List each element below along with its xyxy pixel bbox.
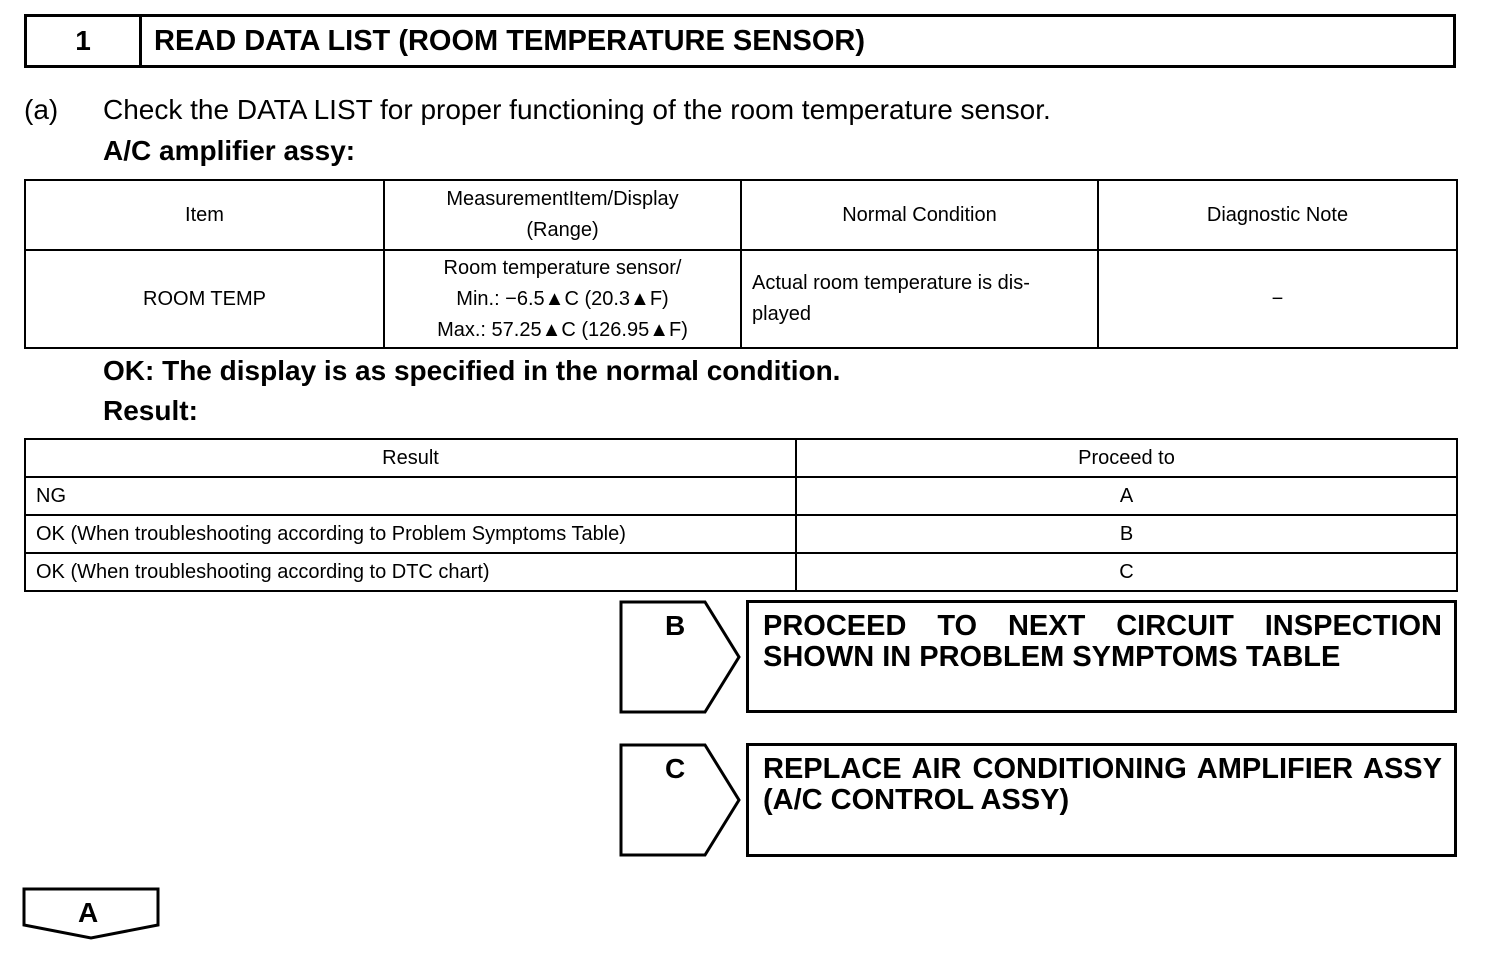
result-table [24, 438, 1458, 592]
instruction-marker: (a) [24, 94, 59, 125]
cell-result: NG [25, 477, 796, 515]
result-label: Result: [103, 395, 198, 426]
step-number: 1 [27, 17, 142, 65]
cell-proceed: B [796, 515, 1457, 553]
step-header [24, 14, 1456, 68]
branch-b-action: PROCEED TO NEXT CIRCUIT INSPECTION SHOWN IN PROBLEM SYMPTOMS TABLE [746, 600, 1457, 713]
branch-b-label: B [665, 610, 686, 641]
cell-normal-line2: played [752, 303, 811, 325]
cell-measurement-line3: Max.: 57.25▲C (126.95▲F) [437, 318, 688, 341]
header-measurement-line2: (Range) [526, 219, 599, 241]
table-row [25, 477, 1457, 515]
table-row [25, 515, 1457, 553]
cell-item: ROOM TEMP [25, 250, 384, 348]
cell-result: OK (When troubleshooting according to DTC chart) [25, 553, 796, 591]
table-row [25, 250, 1457, 348]
header-result: Result [25, 439, 796, 477]
ok-condition-text: OK: The display is as specified in the normal condition. [103, 355, 841, 386]
cell-measurement-line1: Room temperature sensor/ [443, 256, 682, 279]
cell-proceed: A [796, 477, 1457, 515]
cell-diagnostic-note: − [1098, 250, 1457, 348]
data-list-table [24, 179, 1458, 349]
next-step-label: A [78, 897, 99, 928]
table-header-row [25, 180, 1457, 250]
header-diagnostic-note: Diagnostic Note [1098, 180, 1457, 250]
result-header-row [25, 439, 1457, 477]
header-measurement [384, 180, 741, 250]
table-row [25, 553, 1457, 591]
cell-result: OK (When troubleshooting according to Problem Symptoms Table) [25, 515, 796, 553]
header-normal-condition: Normal Condition [741, 180, 1098, 250]
branch-c-label: C [665, 753, 686, 784]
branch-c-action: REPLACE AIR CONDITIONING AMPLIFIER ASSY (A/C CONTROL ASSY) [746, 743, 1457, 857]
step-title: READ DATA LIST (ROOM TEMPERATURE SENSOR) [154, 24, 866, 57]
cell-normal-line1: Actual room temperature is dis- [752, 272, 1030, 294]
cell-proceed: C [796, 553, 1457, 591]
cell-normal-condition [741, 250, 1098, 348]
cell-measurement [384, 250, 741, 348]
header-item: Item [25, 180, 384, 250]
header-measurement-line1: MeasurementItem/Display [446, 188, 679, 210]
instruction-text: Check the DATA LIST for proper functioning of the room temperature sensor. [103, 94, 1051, 125]
section-subtitle: A/C amplifier assy: [103, 135, 356, 166]
cell-measurement-line2: Min.: −6.5▲C (20.3▲F) [456, 287, 669, 310]
header-proceed: Proceed to [796, 439, 1457, 477]
